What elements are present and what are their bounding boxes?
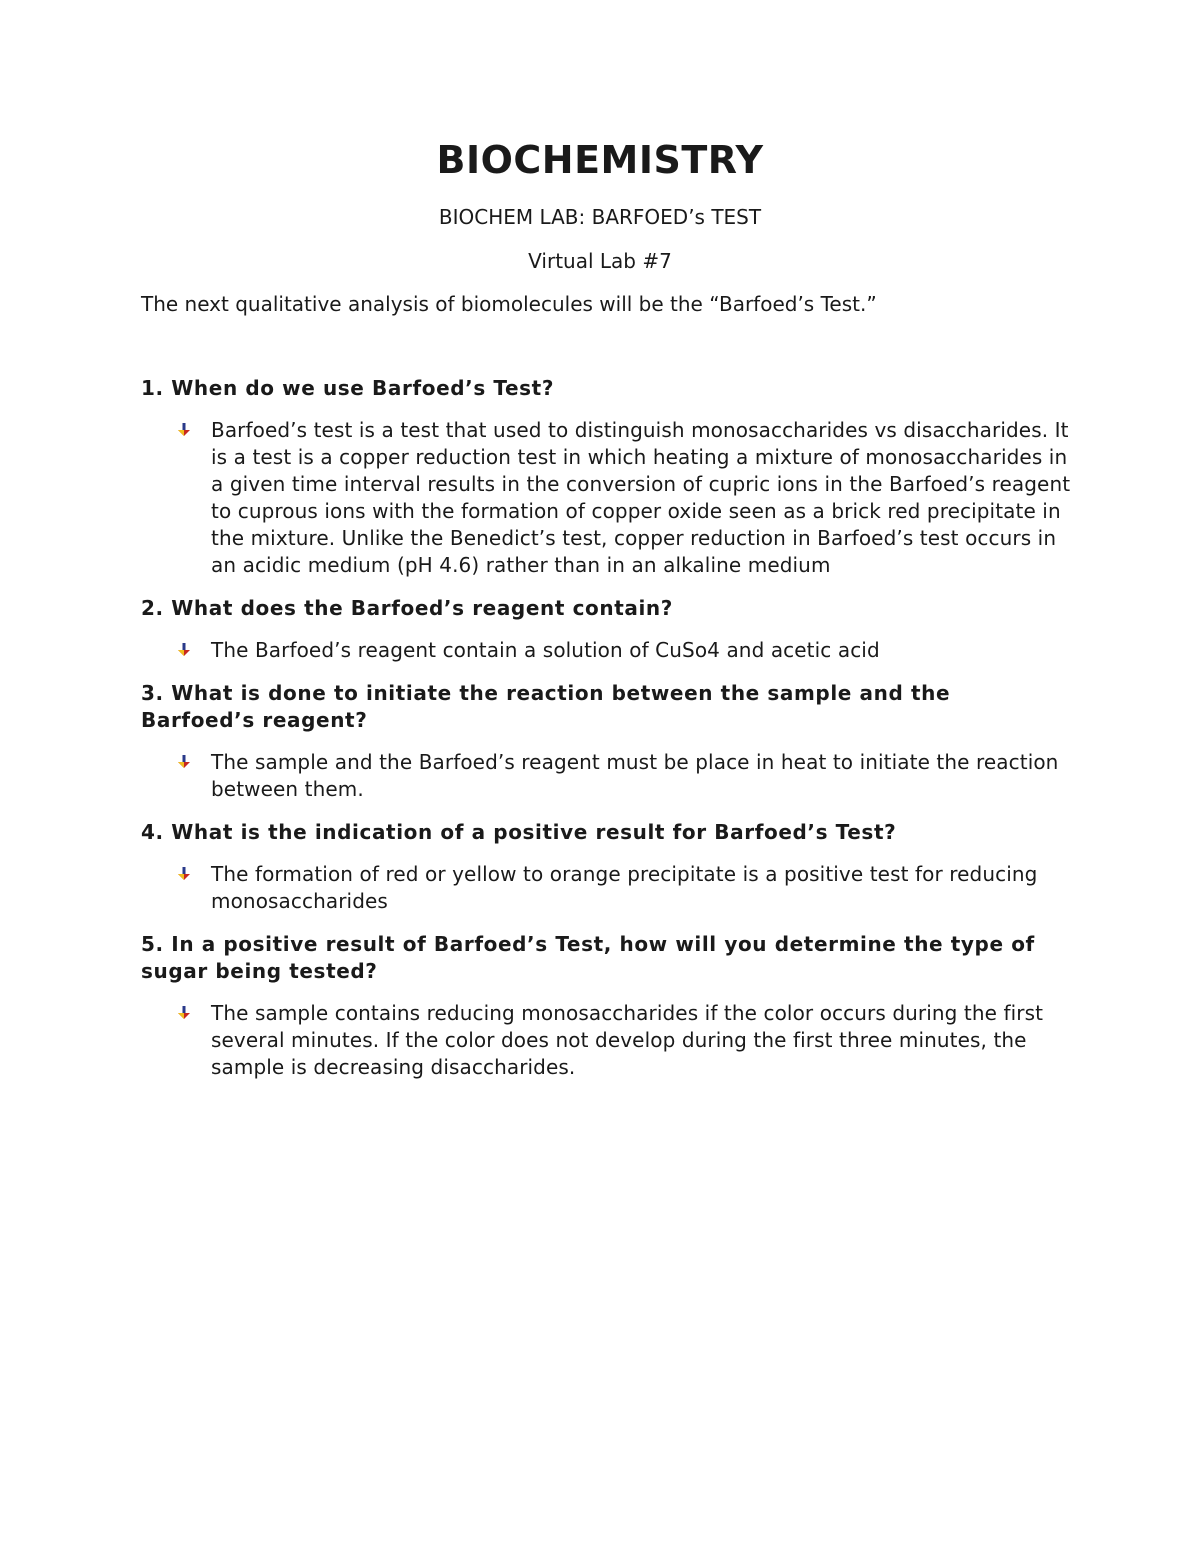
answer-item [211, 637, 1071, 664]
answer-item [211, 1000, 1071, 1081]
document-subtitle: BIOCHEM LAB: BARFOED’s TEST [438, 205, 762, 229]
answer-text: The formation of red or yellow to orange precipitate is a positive test for reducing monosaccharides [211, 862, 1038, 913]
answer-text: The sample and the Barfoed’s reagent must be place in heat to initiate the reaction between them. [211, 750, 1059, 801]
lab-number: Virtual Lab #7 [528, 249, 672, 273]
question-item [141, 595, 1071, 664]
question-item [141, 375, 1071, 579]
question-heading: 5. In a positive result of Barfoed’s Test, how will you determine the type of sugar being tested? [141, 932, 1035, 983]
answer-item [211, 861, 1071, 915]
answer-item [211, 749, 1071, 803]
answer-item [211, 417, 1071, 579]
document-title: BIOCHEMISTRY [436, 138, 764, 182]
question-list [141, 375, 1071, 1097]
question-heading: 4. What is the indication of a positive result for Barfoed’s Test? [141, 820, 897, 844]
question-heading: 2. What does the Barfoed’s reagent contain? [141, 596, 673, 620]
question-item [141, 931, 1071, 1081]
question-heading: 1. When do we use Barfoed’s Test? [141, 376, 555, 400]
answer-text: Barfoed’s test is a test that used to distinguish monosaccharides vs disaccharides. It is a test is a copper reduction test in which heating a mixture of monosaccharides in a given time interval results in the conversion of cupric ions in the Barfoed’s reagent to cuprous ions with the formation of copper oxide seen as a brick red precipitate in the mixture. Unlike the Benedict’s test, copper reduction in Barfoed’s test occurs in an acidic medium (pH 4.6) rather than in an alkaline medium [211, 418, 1071, 577]
arrow-down-bullet-icon [177, 423, 191, 437]
arrow-down-bullet-icon [177, 755, 191, 769]
question-item [141, 819, 1071, 915]
question-item [141, 680, 1071, 803]
question-heading: 3. What is done to initiate the reaction between the sample and the Barfoed’s reagent? [141, 681, 951, 732]
arrow-down-bullet-icon [177, 867, 191, 881]
arrow-down-bullet-icon [177, 643, 191, 657]
answer-text: The Barfoed’s reagent contain a solution of CuSo4 and acetic acid [211, 638, 880, 662]
intro-paragraph: The next qualitative analysis of biomolecules will be the “Barfoed’s Test.” [141, 292, 877, 316]
answer-text: The sample contains reducing monosaccharides if the color occurs during the first several minutes. If the color does not develop during the first three minutes, the sample is decreasing disaccharides. [211, 1001, 1044, 1079]
arrow-down-bullet-icon [177, 1006, 191, 1020]
